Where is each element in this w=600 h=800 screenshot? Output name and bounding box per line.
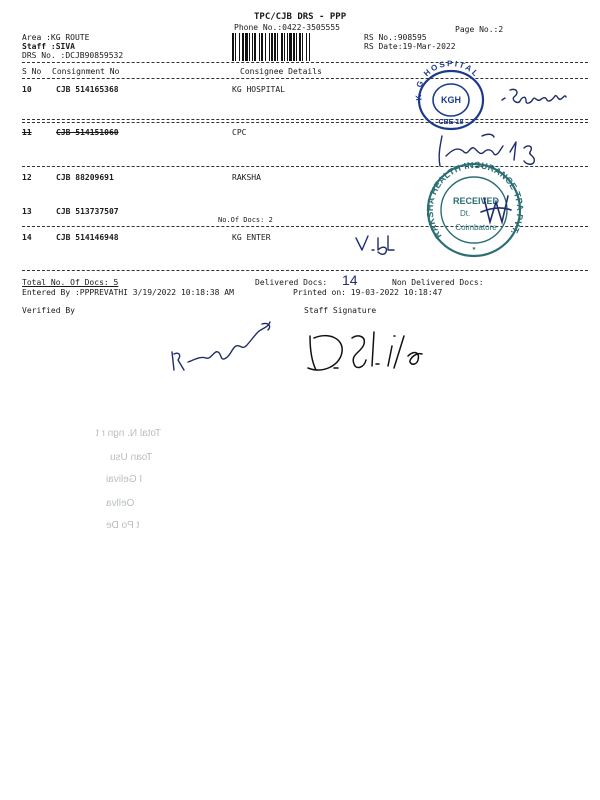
barcode (232, 33, 358, 61)
kgh-stamp-ring-text: K G HOSPITAL (413, 59, 482, 102)
delivered-docs-label: Delivered Docs: (255, 278, 328, 287)
entered-by: Entered By :PPPREVATHI 3/19/2022 10:18:38 AM (22, 288, 234, 297)
page-number: Page No.:2 (455, 25, 504, 34)
phone-number: Phone No.:0422-3505555 (234, 23, 340, 32)
raksha-signature (476, 190, 516, 230)
col-sno-header: S No (22, 67, 42, 76)
total-docs: Total No. Of Docs: 5 (22, 278, 119, 287)
ghost-text: t Po De (106, 520, 140, 531)
kgh-stamp-bottom: CBE-18 (438, 119, 464, 126)
row-sno: 13 (22, 207, 32, 216)
signature-verified-by (166, 312, 286, 372)
row-consignee: KG ENTER (232, 233, 271, 242)
raksha-stamp-date: Dt. (460, 209, 471, 218)
drs-number: DRS No. :DCJB90859532 (22, 51, 124, 60)
rs-number: RS No.:908595 (364, 33, 427, 42)
non-delivered-label: Non Delivered Docs: (392, 278, 484, 287)
ghost-text: I Gelivai (106, 474, 143, 485)
raksha-stamp-received: RECEIVED (452, 196, 500, 206)
row-consignment: CJB 514165368 (56, 85, 119, 94)
row-consignee: CPC (232, 128, 247, 137)
ghost-text: Toan Usu (110, 452, 153, 463)
signature-cpc (432, 130, 542, 172)
row-consignment: CJB 88209691 (56, 173, 114, 182)
ghost-text: Total N. ngn r t (96, 428, 162, 439)
delivered-docs-value: 14 (342, 272, 358, 288)
doc-title: TPC/CJB DRS - PPP (254, 12, 347, 22)
star-icon: ★ (471, 244, 477, 252)
signature-kg-enter (352, 232, 396, 256)
divider (22, 62, 588, 63)
raksha-stamp-city: Coimbatore (455, 223, 497, 232)
row-consignment: CJB 513737507 (56, 207, 119, 216)
row-consignment: CJB 514146948 (56, 233, 119, 242)
divider (22, 119, 588, 120)
signature-kgh-receiver (498, 86, 578, 110)
raksha-stamp-ring-text: RAKSHA HEALTH INSURANCE TPA PVT. LTD. (420, 150, 526, 241)
col-consignment-header: Consignment No (52, 67, 120, 76)
divider (22, 122, 588, 123)
row-sno: 11 (22, 128, 32, 137)
ghost-text: Oellva (106, 498, 135, 509)
divider (22, 78, 588, 79)
col-consignee-header: Consignee Details (240, 67, 322, 76)
row-consignment: CJB 514151060 (56, 128, 119, 137)
divider (22, 270, 588, 271)
printed-on: Printed on: 19-03-2022 10:18:47 (293, 288, 443, 297)
signature-staff (304, 326, 474, 382)
area-label: Area :KG ROUTE (22, 33, 90, 42)
row-sno: 10 (22, 85, 32, 94)
row-consignee: KG HOSPITAL (232, 85, 285, 94)
row-sno: 12 (22, 173, 32, 182)
rs-date: RS Date:19-Mar-2022 (364, 42, 456, 51)
kgh-stamp (410, 59, 500, 132)
row-consignee: RAKSHA (232, 173, 261, 182)
staff-signature-label: Staff Signature (304, 306, 377, 315)
verified-by-label: Verified By (22, 306, 75, 315)
row-sno: 14 (22, 233, 32, 242)
kgh-stamp-center: KGH (441, 95, 461, 105)
row-note: No.Of Docs: 2 (218, 216, 273, 224)
staff-label: Staff :SIVA (22, 42, 75, 51)
